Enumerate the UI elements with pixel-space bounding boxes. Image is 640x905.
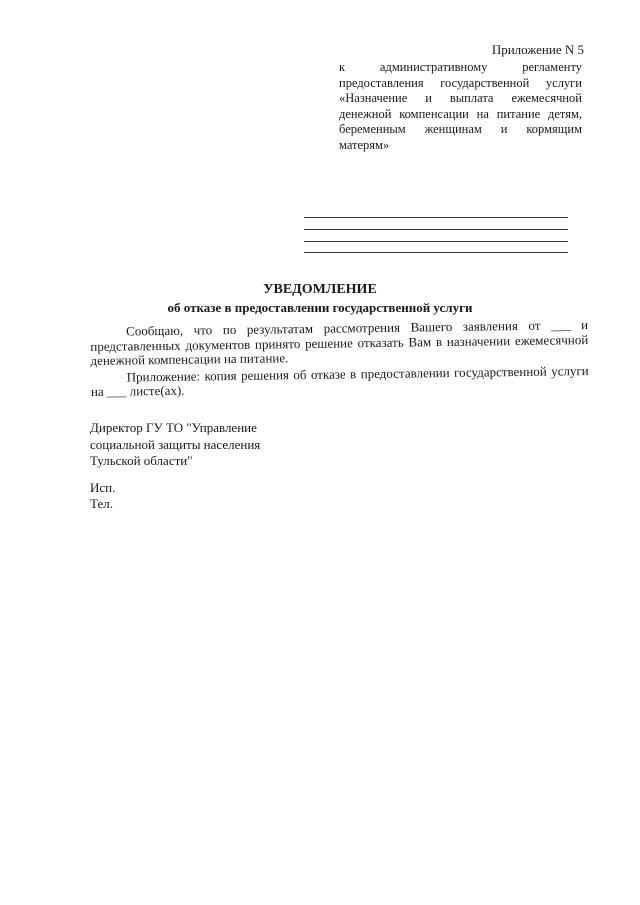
appendix-reference: к административному регламенту предоставления государственной услуги «Назначение и выплата ежемесячной денежной компенсации на питание детям, беременным женщинам и кормящим матерям» — [339, 60, 582, 152]
addressee-blank-line — [304, 217, 568, 218]
contacts-block — [90, 480, 115, 512]
attachment-paragraph: Приложение: копия решения об отказе в предоставлении государственной услуги на ___ листе(ах). — [90, 362, 589, 399]
addressee-blank-line — [304, 229, 568, 230]
signature-block — [90, 420, 390, 470]
signature-line: Тульской области" — [90, 453, 193, 468]
notice-subtitle: об отказе в предоставлении государственной услуги — [167, 300, 473, 315]
decision-paragraph: Сообщаю, что по результатам рассмотрения Вашего заявления от ___ и представленных документов принято решение отказать Вам в назначении ежемесячной денежной компенсации на питание. — [90, 317, 589, 368]
addressee-blank-line — [304, 252, 568, 253]
notice-body — [90, 318, 589, 399]
notice-title: УВЕДОМЛЕНИЕ — [263, 282, 377, 297]
signature-line: социальной защиты населения — [90, 436, 261, 452]
executor-label: Исп. — [90, 480, 116, 495]
addressee-blank-line — [304, 241, 568, 242]
phone-label: Тел. — [90, 496, 113, 511]
appendix-number: Приложение N 5 — [491, 42, 584, 57]
signature-line: Директор ГУ ТО "Управление — [90, 420, 257, 435]
